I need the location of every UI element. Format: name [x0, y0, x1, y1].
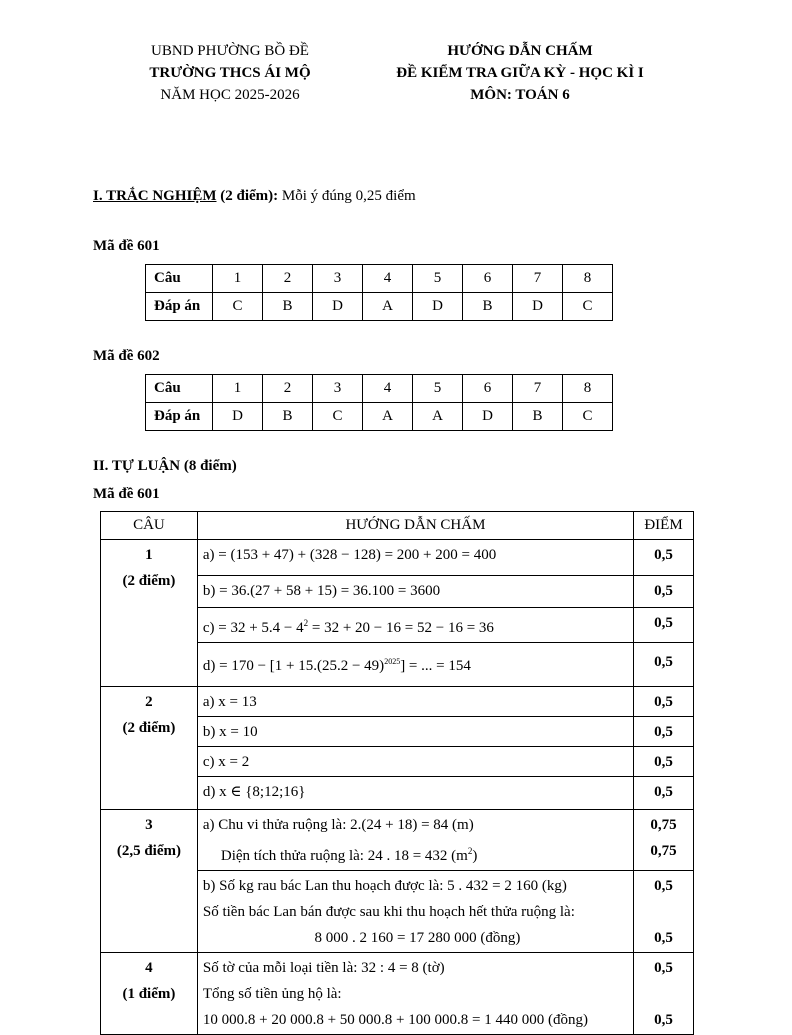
exam601-answer-table [145, 264, 613, 321]
school-name: TRƯỜNG THCS ÁI MỘ [149, 65, 311, 81]
guide-cell: c) x = 2 [197, 747, 633, 777]
question-points: (2,5 điểm) [116, 843, 181, 859]
answer-cell: A [363, 403, 413, 431]
exam602-title: Mã đề 602 [93, 348, 160, 364]
answer-cell: B [263, 293, 313, 321]
expr-part: d) = 170 − [1 + 15.(25.2 − 49) [202, 658, 385, 674]
table-row [146, 375, 613, 403]
question-number: 3 [313, 375, 363, 403]
answer-cell: D [213, 403, 263, 431]
table-header-row [101, 512, 694, 540]
score-cell [634, 810, 694, 871]
score-value: 0,5 [654, 1012, 673, 1028]
table-row [146, 403, 613, 431]
answer-cell: C [563, 293, 613, 321]
question-number: 5 [413, 375, 463, 403]
guide-cell: d) x ∈ {8;12;16} [197, 777, 633, 810]
question-points: (2 điểm) [122, 573, 176, 589]
part2-title: II. TỰ LUẬN (8 điểm) [93, 458, 237, 474]
school-header [100, 40, 360, 106]
question-cell [101, 540, 198, 687]
score-cell: 0,5 [634, 608, 694, 643]
answer-cell: B [463, 293, 513, 321]
question-number: 7 [513, 375, 563, 403]
guide-cell [197, 810, 633, 871]
question-number: 8 [563, 265, 613, 293]
question-points: (1 điểm) [122, 986, 176, 1002]
scoring-table [100, 511, 694, 1035]
row-label: Câu [146, 265, 213, 293]
guide-text: Diện tích thửa ruộng là: 24 . 18 = 432 (m [220, 848, 468, 864]
question-points: (2 điểm) [122, 720, 176, 736]
answer-cell: D [463, 403, 513, 431]
doc-title: HƯỚNG DẪN CHẤM [447, 43, 593, 59]
score-value: 0,75 [650, 843, 677, 859]
question-number: 2 [145, 694, 153, 710]
expr-exponent: 2 [303, 618, 309, 628]
question-cell [101, 687, 198, 810]
table-row [101, 540, 694, 576]
table-row [101, 687, 694, 717]
answer-cell: D [413, 293, 463, 321]
doc-header [370, 40, 670, 106]
question-number: 8 [563, 375, 613, 403]
unit-exponent: 2 [467, 846, 473, 856]
school-year: NĂM HỌC 2025-2026 [160, 87, 300, 103]
answer-cell: D [513, 293, 563, 321]
exam602-answer-table [145, 374, 613, 431]
question-number: 3 [145, 817, 153, 833]
question-number: 1 [145, 547, 153, 563]
header-question: CÂU [101, 512, 198, 540]
part1-note: Mỗi ý đúng 0,25 điểm [281, 188, 416, 204]
guide-cell [197, 608, 633, 643]
answer-cell: B [513, 403, 563, 431]
score-value: 0,5 [654, 878, 673, 894]
table-row [101, 953, 694, 1035]
part2-code: Mã đề 601 [93, 486, 160, 502]
question-number: 2 [263, 375, 313, 403]
score-cell: 0,5 [634, 540, 694, 576]
table-row [146, 293, 613, 321]
score-cell [634, 953, 694, 1035]
question-number: 5 [413, 265, 463, 293]
guide-line: Số tiền bác Lan bán được sau khi thu hoạch hết thửa ruộng là: [202, 904, 575, 920]
expr-part: c) = 32 + 5.4 − 4 [202, 620, 304, 636]
guide-text: ) [472, 848, 478, 864]
guide-cell [197, 871, 633, 953]
guide-line: Tổng số tiền ủng hộ là: [202, 986, 342, 1002]
ward-name: UBND PHƯỜNG BỒ ĐỀ [151, 43, 309, 59]
header-score: ĐIỂM [634, 512, 694, 540]
answer-cell: C [563, 403, 613, 431]
expr-part: = 32 + 20 − 16 = 52 − 16 = 36 [308, 620, 494, 636]
expr-part: ] = ... = 154 [400, 658, 471, 674]
question-number: 2 [263, 265, 313, 293]
answer-cell: C [213, 293, 263, 321]
question-number: 7 [513, 265, 563, 293]
guide-cell [197, 953, 633, 1035]
guide-cell: a) = (153 + 47) + (328 − 128) = 200 + 200 = 400 [197, 540, 633, 576]
question-number: 6 [463, 265, 513, 293]
expr-exponent: 2025 [384, 657, 401, 666]
part1-title: I. TRẮC NGHIỆM [93, 188, 217, 204]
header-guide: HƯỚNG DẪN CHẤM [197, 512, 633, 540]
question-number: 4 [145, 960, 153, 976]
subject-title: MÔN: TOÁN 6 [470, 87, 570, 103]
question-number: 1 [213, 265, 263, 293]
exam601-title: Mã đề 601 [93, 238, 160, 254]
answer-cell: B [263, 403, 313, 431]
guide-line [203, 838, 632, 869]
question-number: 6 [463, 375, 513, 403]
question-number: 4 [363, 265, 413, 293]
score-value: 0,75 [650, 817, 677, 833]
row-label: Đáp án [146, 293, 213, 321]
question-number: 1 [213, 375, 263, 403]
row-label: Câu [146, 375, 213, 403]
guide-cell: b) x = 10 [197, 717, 633, 747]
score-cell: 0,5 [634, 747, 694, 777]
answer-cell: A [363, 293, 413, 321]
answer-cell: C [313, 403, 363, 431]
exam-title: ĐỀ KIỂM TRA GIỮA KỲ - HỌC KÌ I [396, 65, 644, 81]
guide-line: a) Chu vi thửa ruộng là: 2.(24 + 18) = 84 (m) [202, 817, 474, 833]
score-value: 0,5 [654, 930, 673, 946]
guide-line: Số tờ của mỗi loại tiền là: 32 : 4 = 8 (tờ) [202, 960, 445, 976]
guide-cell [197, 643, 633, 687]
guide-line: 10 000.8 + 20 000.8 + 50 000.8 + 100 000.8 = 1 440 000 (đồng) [202, 1012, 588, 1028]
guide-line: 8 000 . 2 160 = 17 280 000 (đồng) [314, 930, 521, 946]
question-number: 4 [363, 375, 413, 403]
guide-line: b) Số kg rau bác Lan thu hoạch được là: 5 . 432 = 2 160 (kg) [202, 878, 567, 894]
table-row [146, 265, 613, 293]
question-cell [101, 810, 198, 953]
score-cell: 0,5 [634, 576, 694, 608]
answer-cell: A [413, 403, 463, 431]
score-cell [634, 871, 694, 953]
row-label: Đáp án [146, 403, 213, 431]
score-cell: 0,5 [634, 717, 694, 747]
guide-cell: a) x = 13 [197, 687, 633, 717]
part1-points: (2 điểm): [220, 188, 279, 204]
table-row [101, 810, 694, 871]
answer-cell: D [313, 293, 363, 321]
guide-cell: b) = 36.(27 + 58 + 15) = 36.100 = 3600 [197, 576, 633, 608]
question-number: 3 [313, 265, 363, 293]
question-cell [101, 953, 198, 1035]
part1-heading [93, 188, 416, 205]
score-cell: 0,5 [634, 777, 694, 810]
score-cell: 0,5 [634, 687, 694, 717]
score-value: 0,5 [654, 960, 673, 976]
score-cell: 0,5 [634, 643, 694, 687]
